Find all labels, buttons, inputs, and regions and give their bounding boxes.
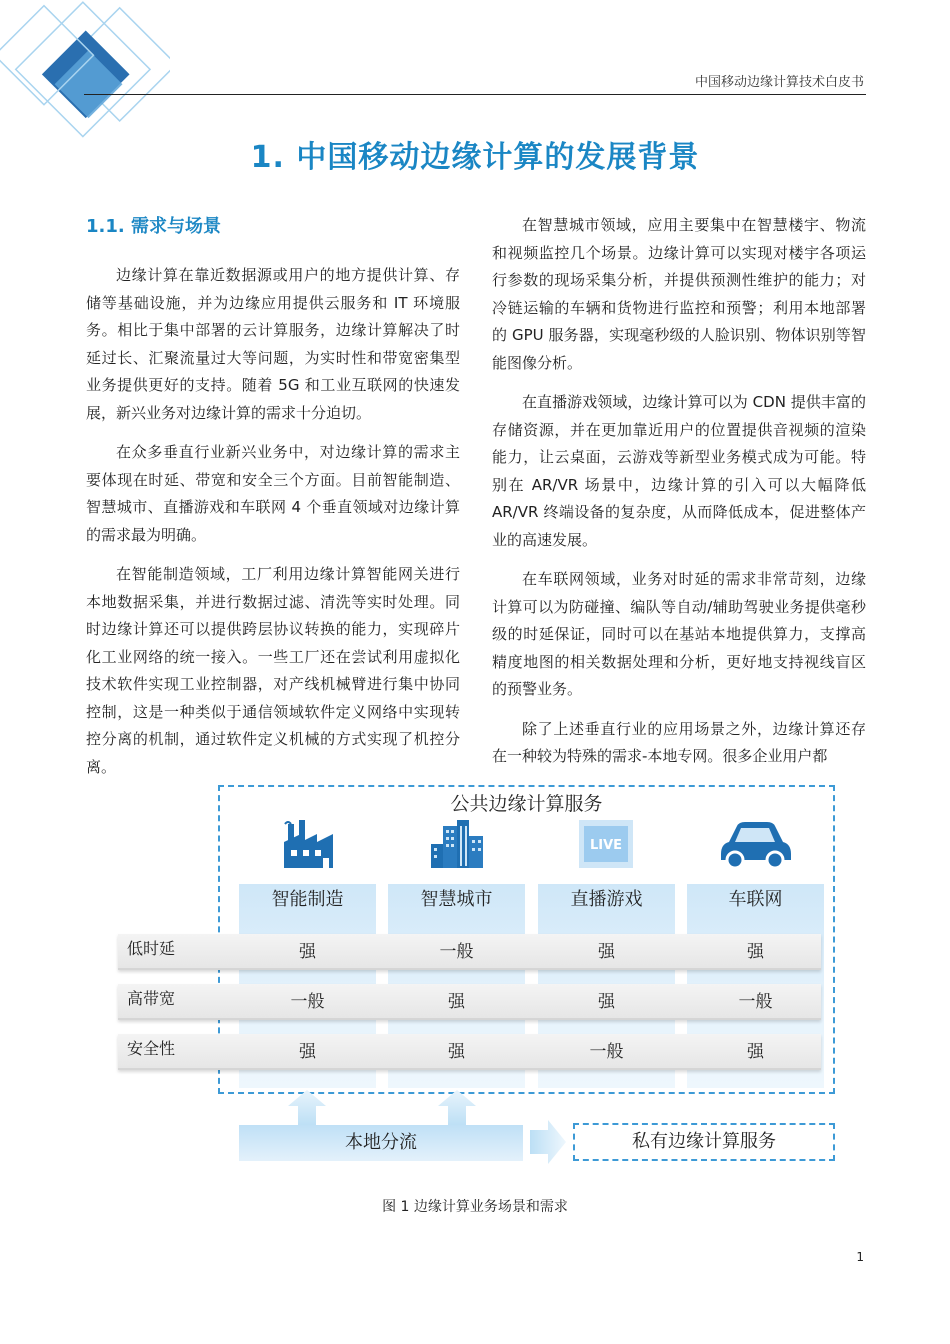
cell-value: 强 (598, 992, 615, 1012)
paragraph: 在众多垂直行业新兴业务中，对边缘计算的需求主要体现在时延、带宽和安全三个方面。目前智能制造、智慧城市、直播游戏和车联网 4 个垂直领域对边缘计算的需求最为明确。 (86, 443, 460, 544)
cell-value: 强 (299, 1042, 316, 1062)
right-column (492, 212, 866, 783)
live-screen-icon (576, 818, 636, 870)
category-label: 车联网 (728, 889, 783, 910)
cell-value: 一般 (439, 942, 474, 962)
section-title: 1.1. 需求与场景 (86, 216, 221, 237)
page-number: 1 (856, 1250, 864, 1264)
header-rule (84, 94, 866, 95)
paragraph: 在车联网领域，业务对时延的需求非常苛刻，边缘计算可以为防碰撞、编队等自动/辅助驾驶业务提供毫秒级的时延保证，同时可以在基站本地提供算力，支撑高精度地图的相关数据处理和分析，更好地支持视线盲区的预警业务。 (492, 570, 866, 698)
cell-value: 强 (448, 1042, 465, 1062)
cell-value: 强 (747, 942, 764, 962)
row-label: 安全性 (127, 1039, 176, 1058)
paragraph: 在直播游戏领域，边缘计算可以为 CDN 提供丰富的存储资源，并在更加靠近用户的位置提供音视频的渲染能力，让云桌面，云游戏等新型业务模式成为可能。特别在 AR/VR 场景中，边缘计算的引入可以大幅降低 AR/VR 终端设备的复杂度，从而降低成本，促进整体产业的高速发展。 (492, 393, 866, 549)
page-title: 1. 中国移动边缘计算的发展背景 (250, 140, 700, 175)
cell-value: 强 (299, 942, 316, 962)
paragraph: 除了上述垂直行业的应用场景之外，边缘计算还存在一种较为特殊的需求-本地专网。很多企业用户都 (492, 719, 866, 765)
figure-title: 公共边缘计算服务 (450, 793, 603, 815)
figure-caption: 图 1 边缘计算业务场景和需求 (382, 1199, 568, 1215)
cell-value: 一般 (738, 992, 773, 1012)
category-label: 智慧城市 (420, 889, 493, 910)
right-arrow-icon (528, 1118, 568, 1166)
factory-icon (279, 818, 339, 870)
paragraph: 在智慧城市领域，应用主要集中在智慧楼宇、物流和视频监控几个场景。边缘计算可以实现对楼宇各项运行参数的现场采集分析，并提供预测性维护的能力；对冷链运输的车辆和货物进行监控和预警；利用本地部署的 GPU 服务器，实现毫秒级的人脸识别、物体识别等智能图像分析。 (492, 216, 866, 372)
up-arrow-icon (436, 1088, 478, 1126)
cell-value: 强 (747, 1042, 764, 1062)
row-label: 低时延 (127, 939, 176, 958)
up-arrow-icon (286, 1088, 328, 1126)
paragraph: 在智能制造领域，工厂利用边缘计算智能网关进行本地数据采集，并进行数据过滤、清洗等实时处理。同时边缘计算还可以提供跨层协议转换的能力，实现碎片化工业网络的统一接入。一些工厂还在尝试利用虚拟化技术软件实现工业控制器，对产线机械臂进行集中协同控制，这是一种类似于通信领域软件定义网络中实现转控分离的机制，通过软件定义机械的方式实现了机控分离。 (86, 565, 460, 776)
live-text: LIVE (589, 838, 623, 853)
row-label: 高带宽 (127, 989, 176, 1008)
header-title: 中国移动边缘计算技术白皮书 (694, 75, 864, 90)
category-label: 直播游戏 (570, 889, 643, 910)
cell-value: 强 (448, 992, 465, 1012)
cell-value: 强 (598, 942, 615, 962)
cell-value: 一般 (290, 992, 325, 1012)
private-edge-service-box: 私有边缘计算服务 (573, 1123, 835, 1161)
local-offload-box: 本地分流 (239, 1125, 523, 1161)
city-buildings-icon (427, 818, 487, 870)
left-column (86, 262, 460, 793)
paragraph: 边缘计算在靠近数据源或用户的地方提供计算、存储等基础设施，并为边缘应用提供云服务和 IT 环境服务。相比于集中部署的云计算服务，边缘计算解决了时延过长、汇聚流量过大等问题，为实时性和带宽密集型业务提供更好的支持。随着 5G 和工业互联网的快速发展，新兴业务对边缘计算的需求十分迫切。 (86, 266, 460, 422)
car-icon (717, 818, 793, 870)
category-label: 智能制造 (271, 889, 344, 910)
cell-value: 一般 (589, 1042, 624, 1062)
